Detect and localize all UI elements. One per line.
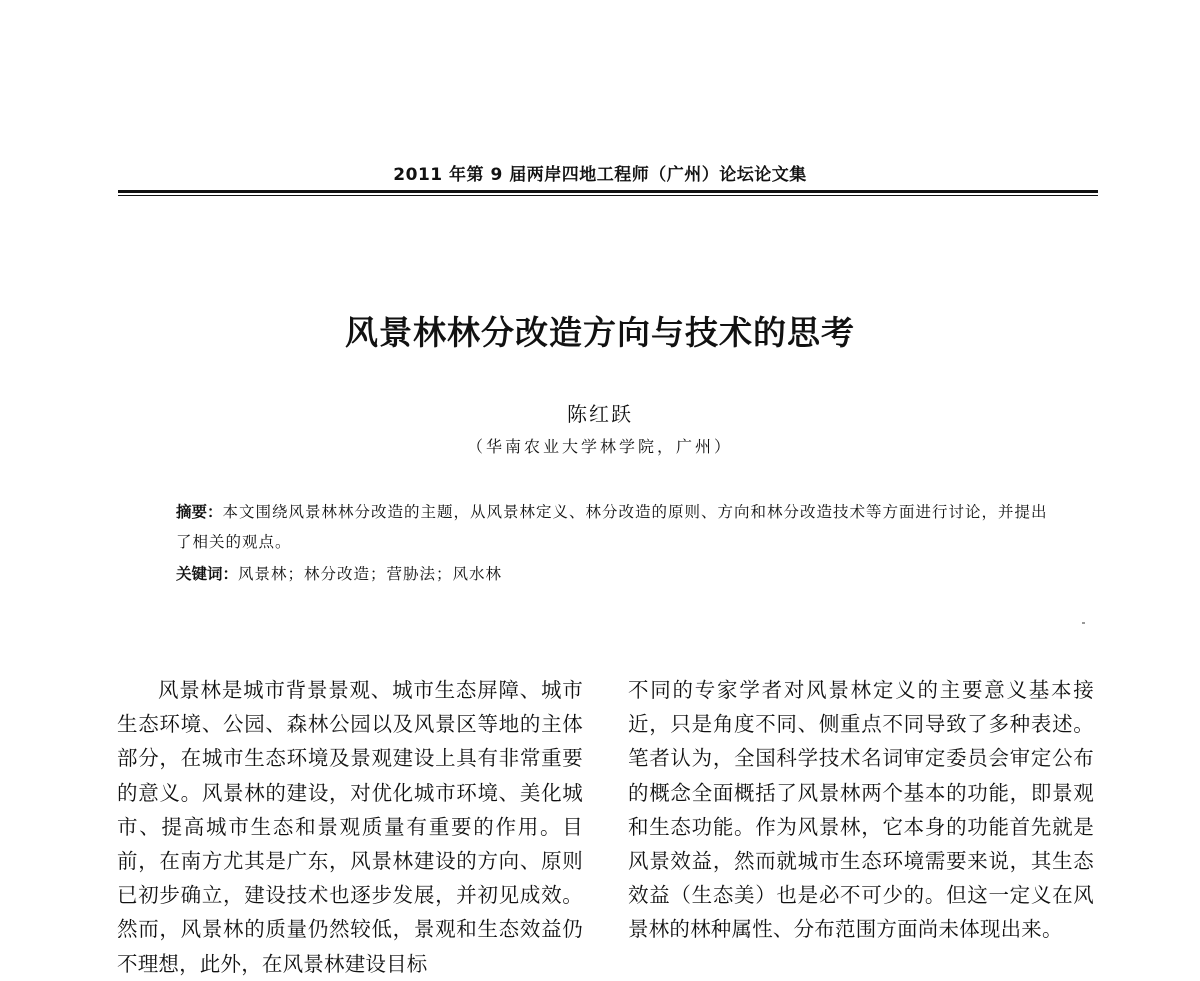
abstract	[176, 497, 1056, 557]
author-name: 陈红跃	[567, 402, 633, 426]
article-title: 风景林林分改造方向与技术的思考	[345, 313, 855, 352]
header-rule	[118, 190, 1098, 196]
body-column-left	[117, 673, 583, 981]
running-header: 2011 年第 9 届两岸四地工程师（广州）论坛论文集	[393, 165, 807, 185]
body-column-right	[628, 673, 1094, 947]
abstract-label: 摘要：	[176, 503, 223, 521]
body-paragraph-right: 不同的专家学者对风景林定义的主要意义基本接近，只是角度不同、侧重点不同导致了多种表述。笔者认为，全国科学技术名词审定委员会审定公布的概念全面概括了风景林两个基本的功能，即景观和生态功能。作为风景林，它本身的功能首先就是风景效益，然而就城市生态环境需要来说，其生态效益（生态美）也是必不可少的。但这一定义在风景林的林种属性、分布范围方面尚未体现出来。	[628, 678, 1094, 942]
author-affiliation: （华南农业大学林学院，广州）	[466, 437, 733, 456]
keywords-text: 风景林；林分改造；营胁法；风水林	[238, 565, 503, 583]
keywords	[176, 561, 1056, 587]
abstract-text: 本文围绕风景林林分改造的主题，从风景林定义、林分改造的原则、方向和林分改造技术等方面进行讨论，并提出了相关的观点。	[176, 503, 1048, 551]
scan-speck	[1082, 622, 1085, 624]
body-paragraph-left: 风景林是城市背景景观、城市生态屏障、城市生态环境、公园、森林公园以及风景区等地的主体部分，在城市生态环境及景观建设上具有非常重要的意义。风景林的建设，对优化城市环境、美化城市、提高城市生态和景观质量有重要的作用。目前，在南方尤其是广东，风景林建设的方向、原则已初步确立，建设技术也逐步发展，并初见成效。然而，风景林的质量仍然较低，景观和生态效益仍不理想，此外，在风景林建设目标	[117, 678, 583, 976]
keywords-label: 关键词：	[176, 565, 239, 583]
